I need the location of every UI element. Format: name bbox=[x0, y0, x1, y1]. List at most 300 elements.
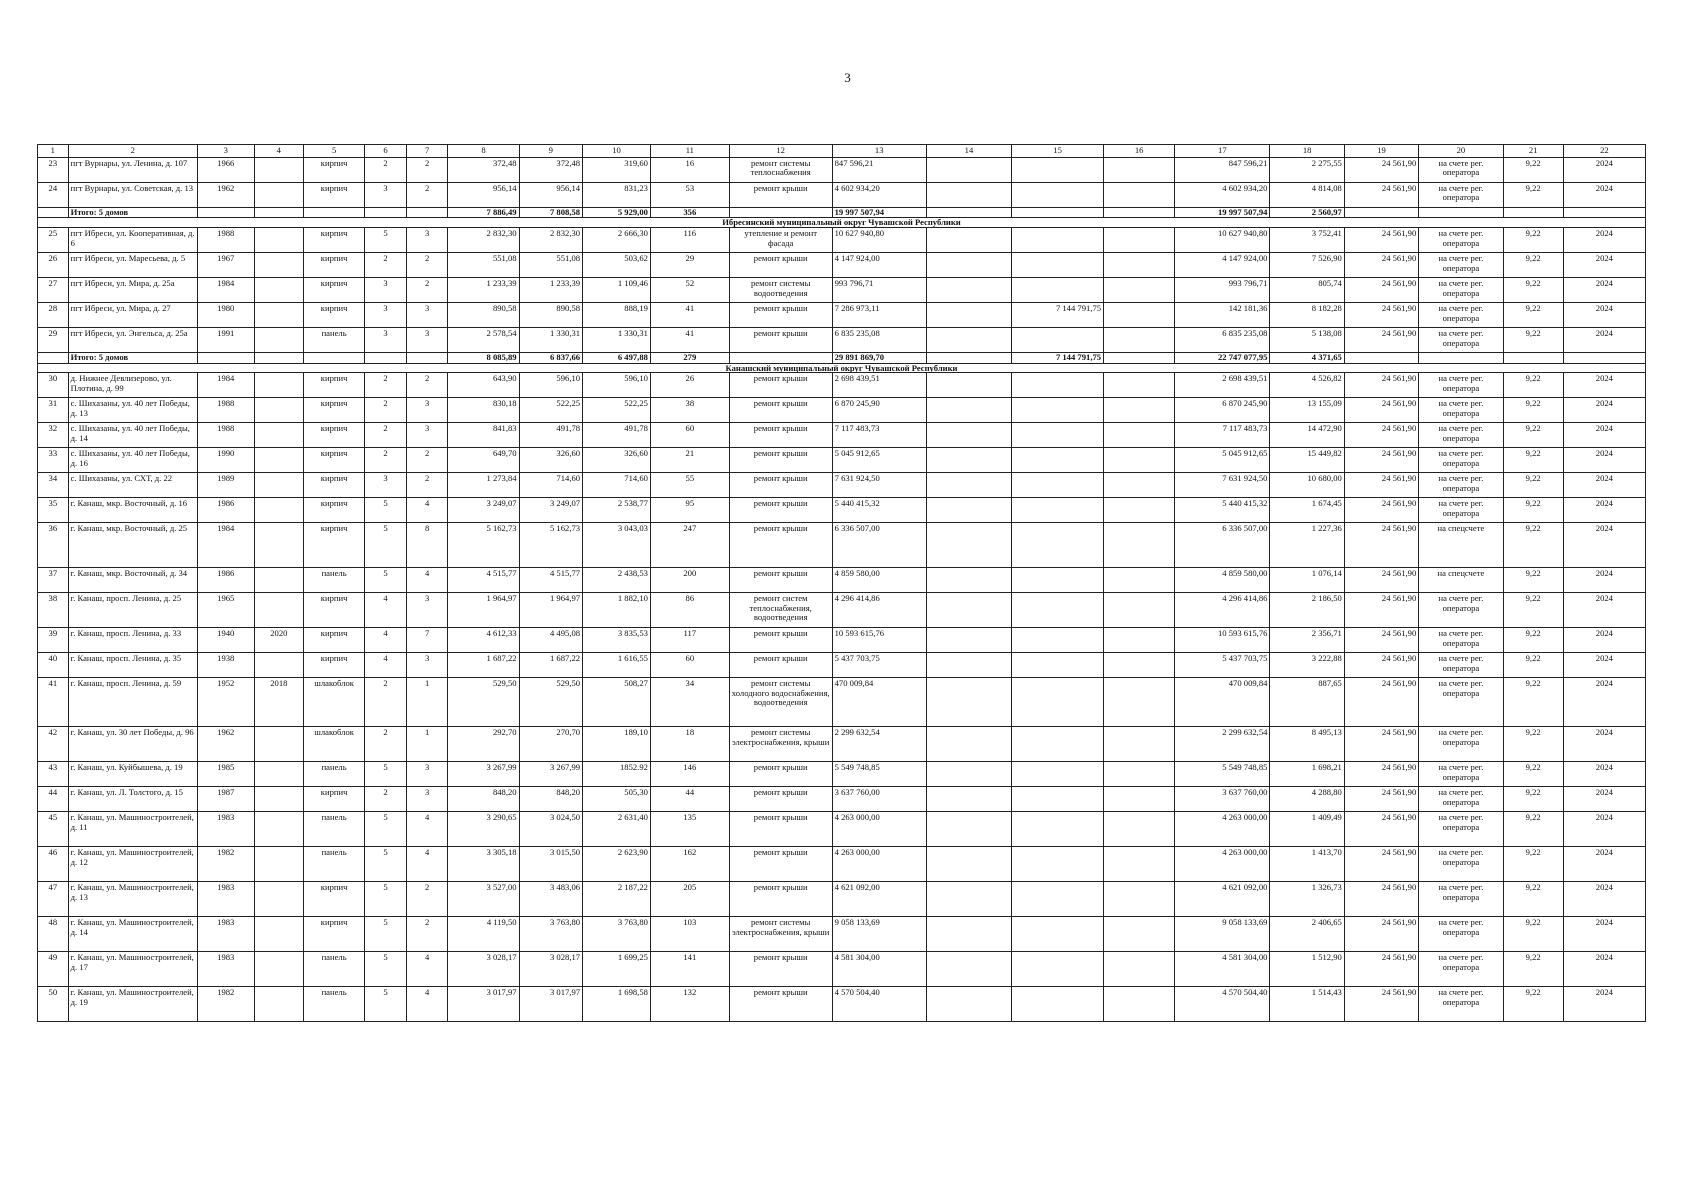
table-cell: 5 437 703,75 bbox=[1175, 653, 1270, 678]
table-cell: 23 bbox=[38, 158, 69, 183]
table-cell: 4 621 092,00 bbox=[832, 882, 926, 917]
table-row bbox=[38, 812, 1646, 847]
table-cell: 2024 bbox=[1563, 568, 1645, 593]
table-cell: на счете рег. оператора bbox=[1419, 398, 1503, 423]
table-cell: 9,22 bbox=[1503, 448, 1563, 473]
table-cell: 1 964,97 bbox=[519, 593, 582, 628]
table-cell bbox=[1012, 373, 1104, 398]
table-cell: 4 621 092,00 bbox=[1175, 882, 1270, 917]
table-cell bbox=[406, 208, 448, 218]
table-cell: 4 bbox=[365, 653, 407, 678]
table-cell: 5 bbox=[365, 523, 407, 568]
table-cell: 4 263 000,00 bbox=[1175, 812, 1270, 847]
table-cell: на счете рег. оператора bbox=[1419, 593, 1503, 628]
table-cell: утепление и ремонт фасада bbox=[729, 228, 832, 253]
table-cell: ремонт крыши bbox=[729, 787, 832, 812]
column-header: 1 bbox=[38, 145, 69, 158]
table-cell: 9,22 bbox=[1503, 183, 1563, 208]
table-cell bbox=[197, 208, 254, 218]
table-cell: 5 bbox=[365, 952, 407, 987]
table-cell: 847 596,21 bbox=[832, 158, 926, 183]
table-cell: 2 bbox=[365, 398, 407, 423]
table-cell: 9,22 bbox=[1503, 787, 1563, 812]
table-cell: 41 bbox=[38, 678, 69, 727]
table-cell: 596,10 bbox=[583, 373, 651, 398]
table-cell: 1 076,14 bbox=[1270, 568, 1344, 593]
table-cell: 1 233,39 bbox=[519, 278, 582, 303]
table-cell: 2 bbox=[365, 678, 407, 727]
table-cell: 2024 bbox=[1563, 498, 1645, 523]
table-cell: 24 561,90 bbox=[1344, 328, 1418, 353]
table-cell: 29 891 869,70 bbox=[832, 353, 926, 363]
table-cell: 41 bbox=[650, 328, 729, 353]
table-cell: 2024 bbox=[1563, 787, 1645, 812]
table-cell: 2 bbox=[406, 158, 448, 183]
table-cell: 5 bbox=[365, 987, 407, 1022]
table-cell: на счете рег. оператора bbox=[1419, 228, 1503, 253]
table-cell bbox=[1012, 987, 1104, 1022]
table-cell: 10 627 940,80 bbox=[832, 228, 926, 253]
table-cell: 1986 bbox=[197, 568, 254, 593]
table-cell: на счете рег. оператора bbox=[1419, 847, 1503, 882]
table-cell: 551,08 bbox=[519, 253, 582, 278]
table-cell: 4 bbox=[406, 812, 448, 847]
table-cell: 41 bbox=[650, 303, 729, 328]
table-cell bbox=[254, 787, 303, 812]
table-cell: кирпич bbox=[303, 882, 364, 917]
table-cell: Итого: 5 домов bbox=[68, 208, 197, 218]
column-header: 15 bbox=[1012, 145, 1104, 158]
table-cell: 470 009,84 bbox=[832, 678, 926, 727]
table-cell: 2024 bbox=[1563, 473, 1645, 498]
table-cell bbox=[1012, 158, 1104, 183]
table-cell: 1988 bbox=[197, 398, 254, 423]
table-cell: 16 bbox=[650, 158, 729, 183]
table-cell: 24 561,90 bbox=[1344, 882, 1418, 917]
table-cell: 31 bbox=[38, 398, 69, 423]
table-cell: 24 561,90 bbox=[1344, 952, 1418, 987]
table-cell: кирпич bbox=[303, 228, 364, 253]
table-cell: 1991 bbox=[197, 328, 254, 353]
table-cell: 1988 bbox=[197, 228, 254, 253]
table-cell: на спецсчете bbox=[1419, 568, 1503, 593]
table-cell: 24 561,90 bbox=[1344, 398, 1418, 423]
table-cell: 4 570 504,40 bbox=[832, 987, 926, 1022]
table-cell bbox=[1344, 208, 1418, 218]
table-cell: 6 835 235,08 bbox=[1175, 328, 1270, 353]
table-cell bbox=[303, 353, 364, 363]
table-cell: 2 578,54 bbox=[448, 328, 519, 353]
table-cell: 4 bbox=[406, 952, 448, 987]
table-cell: 2 bbox=[406, 373, 448, 398]
table-cell: 24 561,90 bbox=[1344, 373, 1418, 398]
table-cell: 4 526,82 bbox=[1270, 373, 1344, 398]
table-cell: 848,20 bbox=[448, 787, 519, 812]
table-cell: 34 bbox=[650, 678, 729, 727]
table-cell: 33 bbox=[38, 448, 69, 473]
table-cell: 3 bbox=[406, 398, 448, 423]
table-cell: кирпич bbox=[303, 253, 364, 278]
table-cell bbox=[1104, 303, 1175, 328]
table-cell bbox=[926, 398, 1011, 423]
table-cell: г. Канаш, просп. Ленина, д. 35 bbox=[68, 653, 197, 678]
table-row bbox=[38, 678, 1646, 727]
table-cell: ремонт крыши bbox=[729, 762, 832, 787]
table-cell bbox=[1104, 987, 1175, 1022]
column-header: 10 bbox=[583, 145, 651, 158]
table-cell bbox=[1012, 278, 1104, 303]
table-cell: пгт Ибреси, ул. Мира, д. 27 bbox=[68, 303, 197, 328]
table-cell: 7 808,58 bbox=[519, 208, 582, 218]
table-cell: 3 015,50 bbox=[519, 847, 582, 882]
table-row bbox=[38, 628, 1646, 653]
table-cell: ремонт крыши bbox=[729, 328, 832, 353]
table-cell bbox=[926, 762, 1011, 787]
table-cell bbox=[38, 208, 69, 218]
table-cell: 3 024,50 bbox=[519, 812, 582, 847]
table-cell: 5 045 912,65 bbox=[832, 448, 926, 473]
table-cell: 3 bbox=[365, 183, 407, 208]
table-cell: кирпич bbox=[303, 423, 364, 448]
table-cell: 1 326,73 bbox=[1270, 882, 1344, 917]
table-cell: 8 085,89 bbox=[448, 353, 519, 363]
table-cell: 7 144 791,75 bbox=[1012, 353, 1104, 363]
table-cell: 1962 bbox=[197, 727, 254, 762]
table-cell: пгт Ибреси, ул. Мира, д. 25а bbox=[68, 278, 197, 303]
table-cell: 356 bbox=[650, 208, 729, 218]
table-cell bbox=[1012, 678, 1104, 727]
table-cell bbox=[926, 498, 1011, 523]
table-cell: 2024 bbox=[1563, 882, 1645, 917]
table-cell: 5 bbox=[365, 847, 407, 882]
table-cell bbox=[1563, 208, 1645, 218]
table-row bbox=[38, 448, 1646, 473]
table-cell bbox=[1012, 593, 1104, 628]
table-cell bbox=[926, 303, 1011, 328]
table-cell: 8 182,28 bbox=[1270, 303, 1344, 328]
table-cell: с. Шихазаны, ул. 40 лет Победы, д. 14 bbox=[68, 423, 197, 448]
table-cell: на счете рег. оператора bbox=[1419, 278, 1503, 303]
table-cell: 2 bbox=[406, 183, 448, 208]
table-cell: 6 835 235,08 bbox=[832, 328, 926, 353]
table-cell: 2 666,30 bbox=[583, 228, 651, 253]
table-cell: 1 109,46 bbox=[583, 278, 651, 303]
table-cell: 4 612,33 bbox=[448, 628, 519, 653]
table-cell: 2024 bbox=[1563, 328, 1645, 353]
table-cell bbox=[926, 473, 1011, 498]
table-cell: 9,22 bbox=[1503, 628, 1563, 653]
table-cell bbox=[1104, 917, 1175, 952]
table-cell: 24 561,90 bbox=[1344, 568, 1418, 593]
table-cell: кирпич bbox=[303, 183, 364, 208]
table-cell: ремонт крыши bbox=[729, 987, 832, 1022]
table-cell: 4 814,08 bbox=[1270, 183, 1344, 208]
table-cell: 30 bbox=[38, 373, 69, 398]
table-cell bbox=[254, 228, 303, 253]
table-cell: кирпич bbox=[303, 628, 364, 653]
table-cell: 38 bbox=[38, 593, 69, 628]
table-cell bbox=[303, 208, 364, 218]
table-cell: 2024 bbox=[1563, 303, 1645, 328]
table-cell: 24 561,90 bbox=[1344, 158, 1418, 183]
table-cell: 1984 bbox=[197, 373, 254, 398]
table-cell: ремонт крыши bbox=[729, 498, 832, 523]
table-cell: 4 bbox=[406, 847, 448, 882]
table-cell: 4 859 580,00 bbox=[832, 568, 926, 593]
table-cell: 9,22 bbox=[1503, 473, 1563, 498]
table-cell: 13 155,09 bbox=[1270, 398, 1344, 423]
table-cell: 2 623,90 bbox=[583, 847, 651, 882]
table-cell: 2024 bbox=[1563, 653, 1645, 678]
table-cell bbox=[1012, 653, 1104, 678]
table-cell: ремонт системы теплоснабжения bbox=[729, 158, 832, 183]
table-cell: 847 596,21 bbox=[1175, 158, 1270, 183]
table-cell: 505,30 bbox=[583, 787, 651, 812]
table-cell: 1962 bbox=[197, 183, 254, 208]
table-cell: 2024 bbox=[1563, 762, 1645, 787]
table-cell: 2 bbox=[365, 373, 407, 398]
table-cell: 45 bbox=[38, 812, 69, 847]
table-cell: 60 bbox=[650, 653, 729, 678]
table-cell: кирпич bbox=[303, 278, 364, 303]
table-cell: 21 bbox=[650, 448, 729, 473]
table-cell: г. Канаш, мкр. Восточный, д. 16 bbox=[68, 498, 197, 523]
table-cell: 50 bbox=[38, 987, 69, 1022]
table-cell bbox=[926, 987, 1011, 1022]
table-cell: 9,22 bbox=[1503, 593, 1563, 628]
table-cell: 3 483,06 bbox=[519, 882, 582, 917]
table-cell: 2 186,50 bbox=[1270, 593, 1344, 628]
section-header-row bbox=[38, 363, 1646, 373]
table-cell: 2 bbox=[365, 158, 407, 183]
table-cell bbox=[1104, 498, 1175, 523]
table-cell: 2024 bbox=[1563, 278, 1645, 303]
table-cell: ремонт крыши bbox=[729, 303, 832, 328]
table-cell: ремонт крыши bbox=[729, 628, 832, 653]
table-cell bbox=[1104, 183, 1175, 208]
table-cell bbox=[254, 952, 303, 987]
table-cell bbox=[1012, 787, 1104, 812]
table-cell bbox=[1104, 847, 1175, 882]
table-cell: 5 045 912,65 bbox=[1175, 448, 1270, 473]
table-cell: 529,50 bbox=[448, 678, 519, 727]
table-cell bbox=[729, 208, 832, 218]
table-cell: 24 561,90 bbox=[1344, 628, 1418, 653]
table-cell: кирпич bbox=[303, 303, 364, 328]
table-cell bbox=[926, 917, 1011, 952]
table-row bbox=[38, 278, 1646, 303]
table-cell: 2 299 632,54 bbox=[1175, 727, 1270, 762]
table-cell: 4 147 924,00 bbox=[1175, 253, 1270, 278]
table-cell: 7 886,49 bbox=[448, 208, 519, 218]
table-cell bbox=[365, 353, 407, 363]
table-row bbox=[38, 373, 1646, 398]
table-cell: 6 870 245,90 bbox=[1175, 398, 1270, 423]
table-cell: 956,14 bbox=[519, 183, 582, 208]
table-cell: 35 bbox=[38, 498, 69, 523]
table-cell: 3 bbox=[365, 473, 407, 498]
table-cell: 4 296 414,86 bbox=[832, 593, 926, 628]
table-cell: 4 859 580,00 bbox=[1175, 568, 1270, 593]
table-cell: 596,10 bbox=[519, 373, 582, 398]
table-cell: 848,20 bbox=[519, 787, 582, 812]
table-cell: 6 870 245,90 bbox=[832, 398, 926, 423]
table-row bbox=[38, 498, 1646, 523]
table-cell bbox=[254, 593, 303, 628]
table-cell: 2 bbox=[365, 787, 407, 812]
table-cell: 4 263 000,00 bbox=[832, 847, 926, 882]
table-cell: 24 561,90 bbox=[1344, 727, 1418, 762]
table-cell: 9 058 133,69 bbox=[832, 917, 926, 952]
table-cell: 37 bbox=[38, 568, 69, 593]
table-cell bbox=[1104, 523, 1175, 568]
table-cell: шлакоблок bbox=[303, 727, 364, 762]
table-cell bbox=[38, 353, 69, 363]
table-cell: 1 330,31 bbox=[519, 328, 582, 353]
table-cell: 9,22 bbox=[1503, 253, 1563, 278]
table-cell bbox=[197, 353, 254, 363]
table-cell: пгт Вурнары, ул. Ленина, д. 107 bbox=[68, 158, 197, 183]
table-cell: 3 bbox=[406, 593, 448, 628]
table-row bbox=[38, 917, 1646, 952]
table-cell: 830,18 bbox=[448, 398, 519, 423]
table-cell: ремонт крыши bbox=[729, 847, 832, 882]
table-cell: 29 bbox=[650, 253, 729, 278]
table-cell: 4 570 504,40 bbox=[1175, 987, 1270, 1022]
table-cell: 2024 bbox=[1563, 678, 1645, 727]
table-cell: 60 bbox=[650, 423, 729, 448]
table-cell: 2020 bbox=[254, 628, 303, 653]
table-cell: ремонт крыши bbox=[729, 423, 832, 448]
table-cell: 993 796,71 bbox=[1175, 278, 1270, 303]
table-cell bbox=[1012, 473, 1104, 498]
table-cell: ремонт крыши bbox=[729, 253, 832, 278]
table-cell: д. Нижнее Девлизерово, ул. Плотина, д. 99 bbox=[68, 373, 197, 398]
table-cell: 95 bbox=[650, 498, 729, 523]
table-cell: г. Канаш, ул. Машиностроителей, д. 11 bbox=[68, 812, 197, 847]
table-cell: на счете рег. оператора bbox=[1419, 158, 1503, 183]
table-cell: 4 581 304,00 bbox=[1175, 952, 1270, 987]
table-cell bbox=[1012, 812, 1104, 847]
table-cell bbox=[254, 523, 303, 568]
table-cell: 42 bbox=[38, 727, 69, 762]
column-header: 6 bbox=[365, 145, 407, 158]
table-cell bbox=[1104, 678, 1175, 727]
table-cell bbox=[1012, 727, 1104, 762]
table-cell: панель bbox=[303, 952, 364, 987]
table-cell: 1980 bbox=[197, 303, 254, 328]
table-cell: на счете рег. оператора bbox=[1419, 183, 1503, 208]
table-cell bbox=[729, 353, 832, 363]
table-cell: 3 bbox=[406, 762, 448, 787]
column-header: 2 bbox=[68, 145, 197, 158]
table-cell: 29 bbox=[38, 328, 69, 353]
table-cell bbox=[1104, 473, 1175, 498]
table-cell: 24 561,90 bbox=[1344, 303, 1418, 328]
table-cell: 14 472,90 bbox=[1270, 423, 1344, 448]
table-cell bbox=[1012, 448, 1104, 473]
table-cell: 5 549 748,85 bbox=[832, 762, 926, 787]
table-cell: 2024 bbox=[1563, 228, 1645, 253]
table-cell: 643,90 bbox=[448, 373, 519, 398]
table-cell bbox=[1104, 398, 1175, 423]
table-cell: 805,74 bbox=[1270, 278, 1344, 303]
table-cell bbox=[926, 593, 1011, 628]
table-cell: на счете рег. оператора bbox=[1419, 448, 1503, 473]
table-cell: кирпич bbox=[303, 158, 364, 183]
table-cell bbox=[406, 353, 448, 363]
table-cell: 10 593 615,76 bbox=[1175, 628, 1270, 653]
table-cell: 2 bbox=[365, 253, 407, 278]
section-header-row bbox=[38, 218, 1646, 228]
table-cell: панель bbox=[303, 847, 364, 882]
table-cell: 3 bbox=[406, 303, 448, 328]
table-cell: 2 698 439,51 bbox=[1175, 373, 1270, 398]
table-cell: 4 495,08 bbox=[519, 628, 582, 653]
table-cell bbox=[926, 228, 1011, 253]
table-cell: 1 674,45 bbox=[1270, 498, 1344, 523]
table-cell: 2024 bbox=[1563, 183, 1645, 208]
table-cell: 24 561,90 bbox=[1344, 593, 1418, 628]
table-cell: на счете рег. оператора bbox=[1419, 253, 1503, 278]
table-cell bbox=[1104, 593, 1175, 628]
table-cell: 2 631,40 bbox=[583, 812, 651, 847]
table-cell bbox=[254, 183, 303, 208]
table-cell: 1986 bbox=[197, 498, 254, 523]
table-cell: 5 162,73 bbox=[448, 523, 519, 568]
table-cell: на счете рег. оператора bbox=[1419, 473, 1503, 498]
table-cell bbox=[1012, 882, 1104, 917]
table-cell: 1983 bbox=[197, 882, 254, 917]
table-cell: Итого: 5 домов bbox=[68, 353, 197, 363]
table-cell: 2 438,53 bbox=[583, 568, 651, 593]
table-cell: 4 581 304,00 bbox=[832, 952, 926, 987]
table-cell: ремонт крыши bbox=[729, 812, 832, 847]
table-cell: 3 bbox=[406, 328, 448, 353]
table-cell bbox=[254, 568, 303, 593]
table-cell bbox=[1012, 952, 1104, 987]
table-cell: кирпич bbox=[303, 523, 364, 568]
table-cell bbox=[254, 473, 303, 498]
table-cell: на счете рег. оператора bbox=[1419, 498, 1503, 523]
table-cell: 888,19 bbox=[583, 303, 651, 328]
table-row bbox=[38, 787, 1646, 812]
table-cell: 4 288,80 bbox=[1270, 787, 1344, 812]
table-cell: на счете рег. оператора bbox=[1419, 917, 1503, 952]
table-cell: 1940 bbox=[197, 628, 254, 653]
table-cell: 491,78 bbox=[519, 423, 582, 448]
table-cell: 7 631 924,50 bbox=[832, 473, 926, 498]
table-cell: на счете рег. оператора bbox=[1419, 373, 1503, 398]
table-cell: на счете рег. оператора bbox=[1419, 727, 1503, 762]
table-row bbox=[38, 328, 1646, 353]
table-cell: 9,22 bbox=[1503, 678, 1563, 727]
table-row bbox=[38, 593, 1646, 628]
table-cell: 2024 bbox=[1563, 952, 1645, 987]
table-cell: 24 561,90 bbox=[1344, 183, 1418, 208]
table-cell: г. Канаш, ул. Куйбышева, д. 19 bbox=[68, 762, 197, 787]
table-row bbox=[38, 183, 1646, 208]
table-cell: 9,22 bbox=[1503, 303, 1563, 328]
table-cell: 3 bbox=[365, 278, 407, 303]
table-cell: 503,62 bbox=[583, 253, 651, 278]
table-cell: 2024 bbox=[1563, 987, 1645, 1022]
table-cell bbox=[254, 812, 303, 847]
table-cell: 9,22 bbox=[1503, 762, 1563, 787]
table-cell: 24 bbox=[38, 183, 69, 208]
column-header: 21 bbox=[1503, 145, 1563, 158]
column-header: 4 bbox=[254, 145, 303, 158]
